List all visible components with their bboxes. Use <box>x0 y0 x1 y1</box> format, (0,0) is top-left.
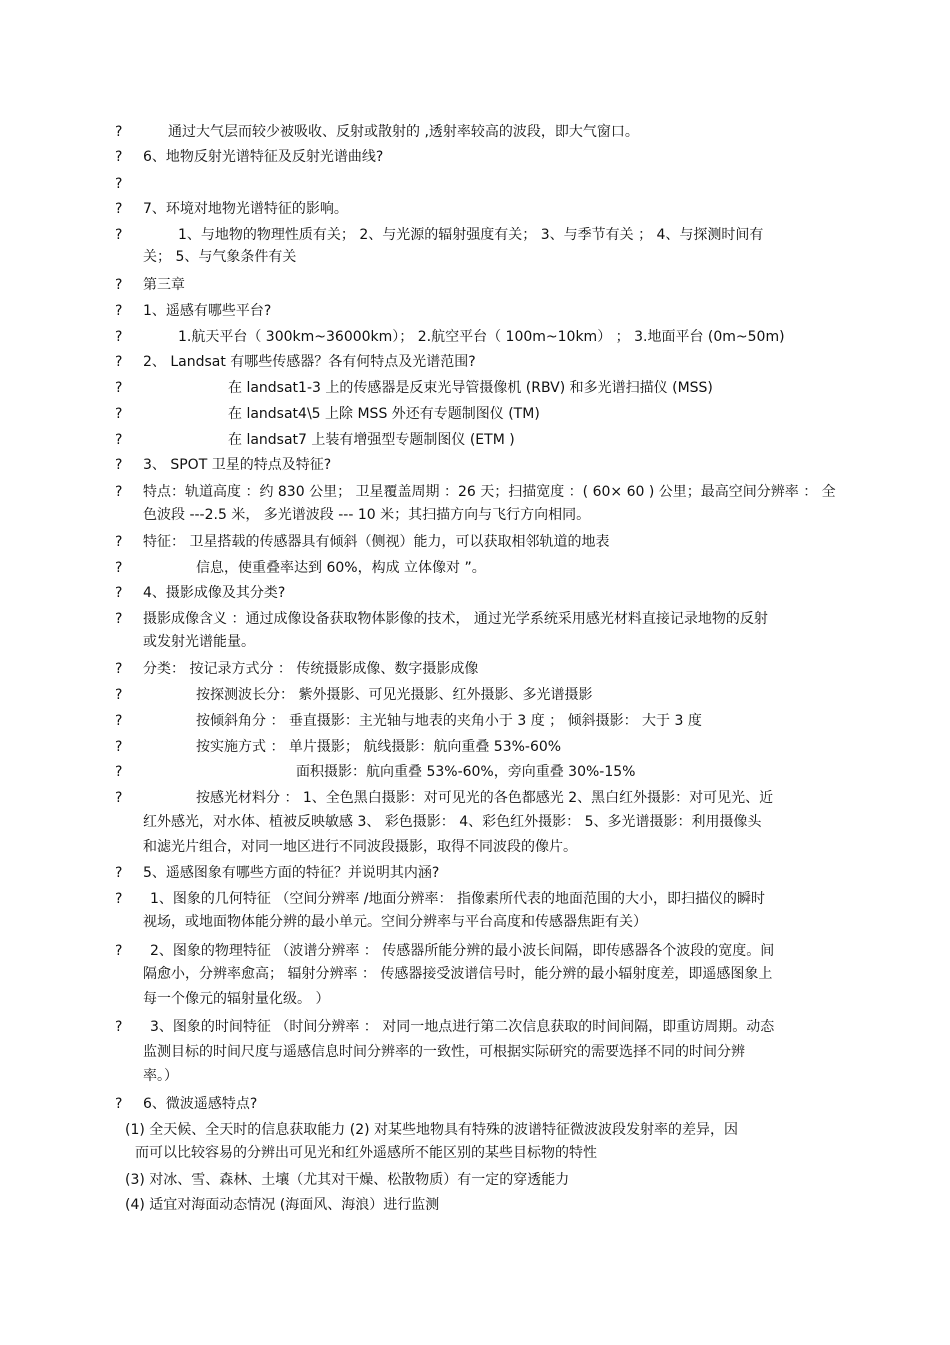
bullet-marker: ? <box>115 380 123 396</box>
line-text: (3) 对冰、雪、森林、土壤（尤其对干燥、松散物质）有一定的穿透能力 <box>125 1172 570 1188</box>
bullet-marker: ? <box>115 329 123 345</box>
bullet-marker: ? <box>115 354 123 370</box>
bullet-marker: ? <box>115 176 123 192</box>
line-text: 7、环境对地物光谱特征的影响。 <box>143 201 348 217</box>
line-text: 关； 5、与气象条件有关 <box>143 249 297 265</box>
bullet-marker: ? <box>115 1096 123 1112</box>
bullet-marker: ? <box>115 790 123 806</box>
bullet-marker: ? <box>115 943 123 959</box>
bullet-marker: ? <box>115 303 123 319</box>
line-text: 1.航天平台（ 300km~36000km）； 2.航空平台（ 100m~10km） ； 3.地面平台 (0m~50m) <box>178 329 785 345</box>
line-text: 1、与地物的物理性质有关； 2、与光源的辐射强度有关； 3、与季节有关 ； 4、与探测时间有 <box>178 227 764 243</box>
bullet-marker: ? <box>115 227 123 243</box>
line-text: 按实施方式 ： 单片摄影； 航线摄影：航向重叠 53%-60% <box>196 739 562 755</box>
line-text: 隔愈小，分辨率愈高； 辐射分辨率 ： 传感器接受波谱信号时，能分辨的最小辐射度差，即遥感图象上 <box>143 966 773 982</box>
line-text: 色波段 ---2.5 米， 多光谱波段 --- 10 米；其扫描方向与飞行方向相同。 <box>143 507 591 523</box>
bullet-marker: ? <box>115 277 123 293</box>
bullet-marker: ? <box>115 406 123 422</box>
line-text: 4、摄影成像及其分类? <box>143 585 286 601</box>
line-text: 3、图象的时间特征 （时间分辨率 ： 对同一地点进行第二次信息获取的时间间隔，即重访周期。动态 <box>150 1019 775 1035</box>
line-text: 和滤光片组合，对同一地区进行不同波段摄影，取得不同波段的像片。 <box>143 839 577 855</box>
line-text: 2、图象的物理特征 （波谱分辨率 ： 传感器所能分辨的最小波长间隔，即传感器各个波段的宽度。间 <box>150 943 775 959</box>
line-text: 第三章 <box>143 277 185 293</box>
bullet-marker: ? <box>115 585 123 601</box>
line-text: 在 landsat7 上装有增强型专题制图仪 (ETM ) <box>228 432 515 448</box>
bullet-marker: ? <box>115 534 123 550</box>
line-text: 按探测波长分： 紫外摄影、可见光摄影、红外摄影、多光谱摄影 <box>196 687 593 703</box>
bullet-marker: ? <box>115 432 123 448</box>
bullet-marker: ? <box>115 611 123 627</box>
line-text: 3、 SPOT 卫星的特点及特征? <box>143 457 332 473</box>
line-text: 每一个像元的辐射量化级。 ） <box>143 991 330 1007</box>
line-text: (1) 全天候、全天时的信息获取能力 (2) 对某些地物具有特殊的波谱特征微波波段发射率的差异，因 <box>125 1122 739 1138</box>
line-text: 在 landsat4\5 上除 MSS 外还有专题制图仪 (TM) <box>228 406 540 422</box>
line-text: 或发射光谱能量。 <box>143 634 255 650</box>
line-text: 视场，或地面物体能分辨的最小单元。空间分辨率与平台高度和传感器焦距有关） <box>143 914 647 930</box>
line-text: 在 landsat1-3 上的传感器是反束光导管摄像机 (RBV) 和多光谱扫描仪 (MSS) <box>228 380 713 396</box>
bullet-marker: ? <box>115 560 123 576</box>
bullet-marker: ? <box>115 124 123 140</box>
line-text: 率。） <box>143 1068 178 1084</box>
line-text: 特征： 卫星搭载的传感器具有倾斜（侧视）能力，可以获取相邻轨道的地表 <box>143 534 610 550</box>
line-text: 2、 Landsat 有哪些传感器？各有何特点及光谱范围? <box>143 354 476 370</box>
line-text: 分类： 按记录方式分 ： 传统摄影成像、数字摄影成像 <box>143 661 479 677</box>
bullet-marker: ? <box>115 713 123 729</box>
bullet-marker: ? <box>115 865 123 881</box>
bullet-marker: ? <box>115 201 123 217</box>
line-text: 而可以比较容易的分辨出可见光和红外遥感所不能区别的某些目标物的特性 <box>135 1145 597 1161</box>
line-text: 6、地物反射光谱特征及反射光谱曲线? <box>143 149 384 165</box>
line-text: 6、微波遥感特点? <box>143 1096 258 1112</box>
line-text: 1、图象的几何特征 （空间分辨率 /地面分辨率： 指像素所代表的地面范围的大小，即扫描仪的瞬时 <box>150 891 765 907</box>
bullet-marker: ? <box>115 739 123 755</box>
line-text: 1、遥感有哪些平台? <box>143 303 272 319</box>
line-text: (4) 适宜对海面动态情况 (海面风、海浪）进行监测 <box>125 1197 440 1213</box>
bullet-marker: ? <box>115 661 123 677</box>
bullet-marker: ? <box>115 457 123 473</box>
bullet-marker: ? <box>115 891 123 907</box>
line-text: 摄影成像含义 ：通过成像设备获取物体影像的技术， 通过光学系统采用感光材料直接记录地物的反射 <box>143 611 768 627</box>
bullet-marker: ? <box>115 687 123 703</box>
line-text: 按感光材料分 ： 1、全色黑白摄影：对可见光的各色都感光 2、黑白红外摄影：对可见光、近 <box>196 790 774 806</box>
line-text: 5、遥感图象有哪些方面的特征？并说明其内涵? <box>143 865 440 881</box>
bullet-marker: ? <box>115 484 123 500</box>
line-text: 通过大气层而较少被吸收、反射或散射的 ,透射率较高的波段，即大气窗口。 <box>168 124 639 140</box>
line-text: 面积摄影：航向重叠 53%-60%，旁向重叠 30%-15% <box>296 764 636 780</box>
line-text: 按倾斜角分 ： 垂直摄影：主光轴与地表的夹角小于 3 度 ； 倾斜摄影： 大于 3 度 <box>196 713 702 729</box>
line-text: 监测目标的时间尺度与遥感信息时间分辨率的一致性，可根据实际研究的需要选择不同的时间分辨 <box>143 1044 745 1060</box>
bullet-marker: ? <box>115 149 123 165</box>
line-text: 红外感光，对水体、植被反映敏感 3、 彩色摄影： 4、彩色红外摄影： 5、多光谱摄影：利用摄像头 <box>143 814 762 830</box>
bullet-marker: ? <box>115 764 123 780</box>
bullet-marker: ? <box>115 1019 123 1035</box>
line-text: 信息，使重叠率达到 60%，构成 立体像对 ”。 <box>196 560 486 576</box>
line-text: 特点：轨道高度 ：约 830 公里； 卫星覆盖周期 ：26 天；扫描宽度 ：( 60× 60 ) 公里；最高空间分辨率 ： 全 <box>143 484 836 500</box>
